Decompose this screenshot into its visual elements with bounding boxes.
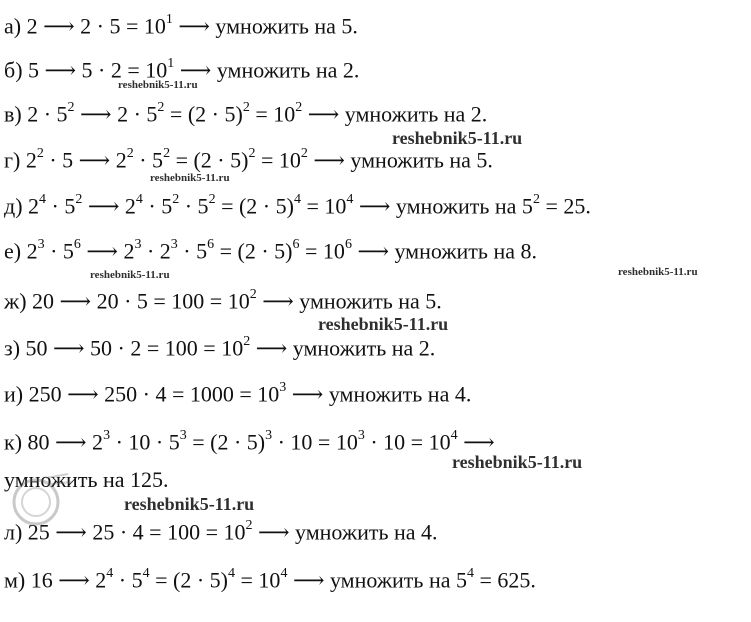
line-g: г) $2^2 \cdot 5$ ⟶ $2^2 \cdot 5^2 = (2 \cdot 5)^2 = 10^2$ ⟶ умножить на 5. bbox=[4, 146, 493, 173]
line-k-2: умножить на 125. bbox=[4, 467, 169, 492]
watermark: reshebnik5-11.ru bbox=[318, 314, 449, 334]
watermark: reshebnik5-11.ru bbox=[618, 266, 698, 278]
line-e: е) $2^3 \cdot 5^6$ ⟶ $2^3 \cdot 2^3 \cdot 5^6 = (2 \cdot 5)^6 = 10^6$ ⟶ умножить на 8. bbox=[4, 237, 537, 264]
line-d: д) $2^4 \cdot 5^2$ ⟶ $2^4 \cdot 5^2 \cdot 5^2 = (2 \cdot 5)^4 = 10^4$ ⟶ умножить на $5^2 = 25$. bbox=[4, 192, 591, 219]
line-m: м) 16 ⟶ $2^4 \cdot 5^4 = (2 \cdot 5)^4 = 10^4$ ⟶ умножить на $5^4 = 625$. bbox=[4, 566, 536, 593]
watermark: reshebnik5-11.ru bbox=[124, 494, 255, 514]
stamp-icon bbox=[6, 470, 76, 530]
watermark: reshebnik5-11.ru bbox=[118, 79, 198, 91]
line-z: з) 50 ⟶ $50 \cdot 2 = 100 = 10^2$ ⟶ умножить на 2. bbox=[4, 334, 436, 361]
watermark: reshebnik5-11.ru bbox=[150, 172, 230, 184]
line-zh: ж) 20 ⟶ $20 \cdot 5 = 100 = 10^2$ ⟶ умножить на 5. bbox=[4, 287, 442, 314]
watermark: reshebnik5-11.ru bbox=[452, 452, 583, 472]
watermark: reshebnik5-11.ru bbox=[392, 128, 523, 148]
line-l: л) 25 ⟶ $25 \cdot 4 = 100 = 10^2$ ⟶ умножить на 4. bbox=[4, 518, 438, 545]
line-a: а) 2 ⟶ $2 \cdot 5 = 10^1$ ⟶ умножить на 5. bbox=[4, 12, 358, 39]
line-k-1: к) 80 ⟶ $2^3 \cdot 10 \cdot 5^3 = (2 \cdot 5)^3 \cdot 10 = 10^3 \cdot 10 = 10^4$ ⟶ bbox=[4, 428, 495, 455]
watermark: reshebnik5-11.ru bbox=[90, 269, 170, 281]
line-i: и) 250 ⟶ $250 \cdot 4 = 1000 = 10^3$ ⟶ умножить на 4. bbox=[4, 380, 472, 407]
line-v: в) $2 \cdot 5^2$ ⟶ $2 \cdot 5^2 = (2 \cdot 5)^2 = 10^2$ ⟶ умножить на 2. bbox=[4, 100, 488, 127]
line-b: б) 5 ⟶ $5 \cdot 2 = 10^1$ ⟶ умножить на 2. bbox=[4, 56, 360, 83]
